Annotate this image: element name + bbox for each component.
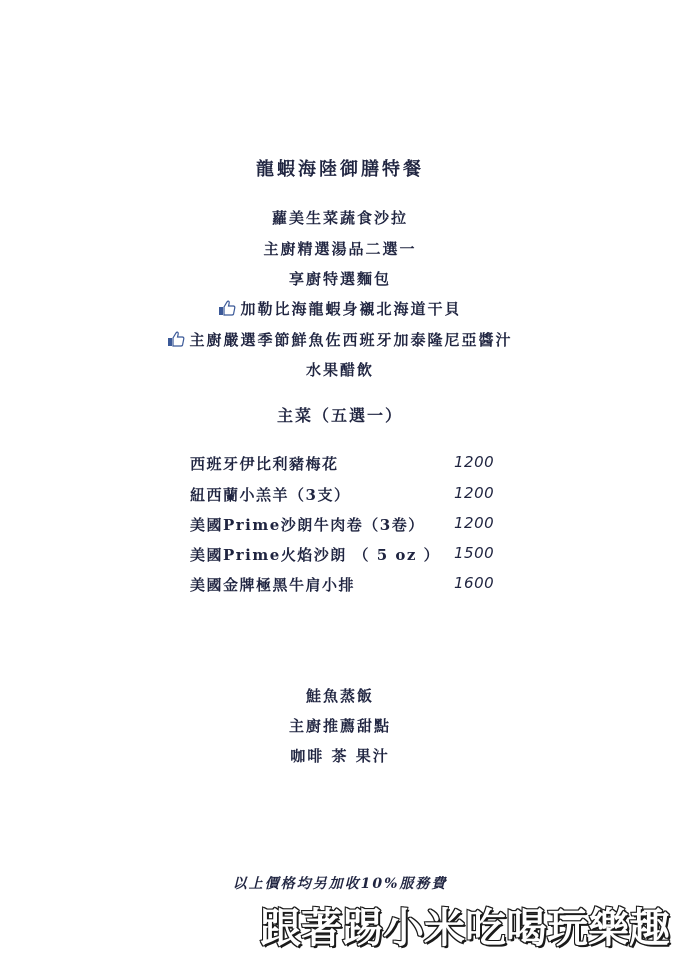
course-fish <box>0 329 680 350</box>
main-course-price: 1200 <box>454 453 495 471</box>
course-lobster-label: 加勒比海龍蝦身襯北海道干貝 <box>240 300 462 318</box>
main-course-item <box>190 484 500 506</box>
service-charge-note: 以上價格均另加收10%服務費 <box>232 876 448 892</box>
main-course-heading: 主菜（五選一） <box>276 406 403 425</box>
course-dessert: 主廚推薦甜點 <box>288 717 391 735</box>
main-course-price: 1600 <box>454 574 495 592</box>
main-course-item <box>190 544 500 566</box>
main-course-item <box>190 514 500 536</box>
main-course-price: 1200 <box>454 514 495 532</box>
watermark-text: 跟著踢小米吃喝玩樂趣 <box>260 904 670 952</box>
course-bread: 享廚特選麵包 <box>288 270 391 288</box>
course-salad: 蘿美生菜蔬食沙拉 <box>271 209 408 227</box>
course-fish-label: 主廚嚴選季節鮮魚佐西班牙加泰隆尼亞醬汁 <box>189 331 513 349</box>
menu-title: 龍蝦海陸御膳特餐 <box>256 159 424 180</box>
main-course-dish: 美國Prime沙朗牛肉卷（3卷） <box>190 516 425 534</box>
course-drink: 水果醋飲 <box>305 361 374 379</box>
main-course-dish: 西班牙伊比利豬梅花 <box>190 455 339 473</box>
course-rice: 鮭魚蒸飯 <box>305 687 374 705</box>
main-course-price: 1500 <box>454 544 495 562</box>
thumbs-up-icon <box>218 300 236 316</box>
course-lobster <box>0 298 680 319</box>
main-course-item <box>190 453 500 475</box>
main-course-dish: 美國Prime火焰沙朗 （ 5 oz ） <box>190 546 441 564</box>
course-soup: 主廚精選湯品二選一 <box>263 240 417 258</box>
thumbs-up-icon <box>167 331 185 347</box>
main-course-price: 1200 <box>454 484 495 502</box>
main-course-item <box>190 574 500 596</box>
main-course-dish: 美國金牌極黑牛肩小排 <box>190 576 356 594</box>
main-course-dish: 紐西蘭小羔羊（3支） <box>190 486 351 504</box>
course-beverage: 咖啡 茶 果汁 <box>290 747 390 765</box>
